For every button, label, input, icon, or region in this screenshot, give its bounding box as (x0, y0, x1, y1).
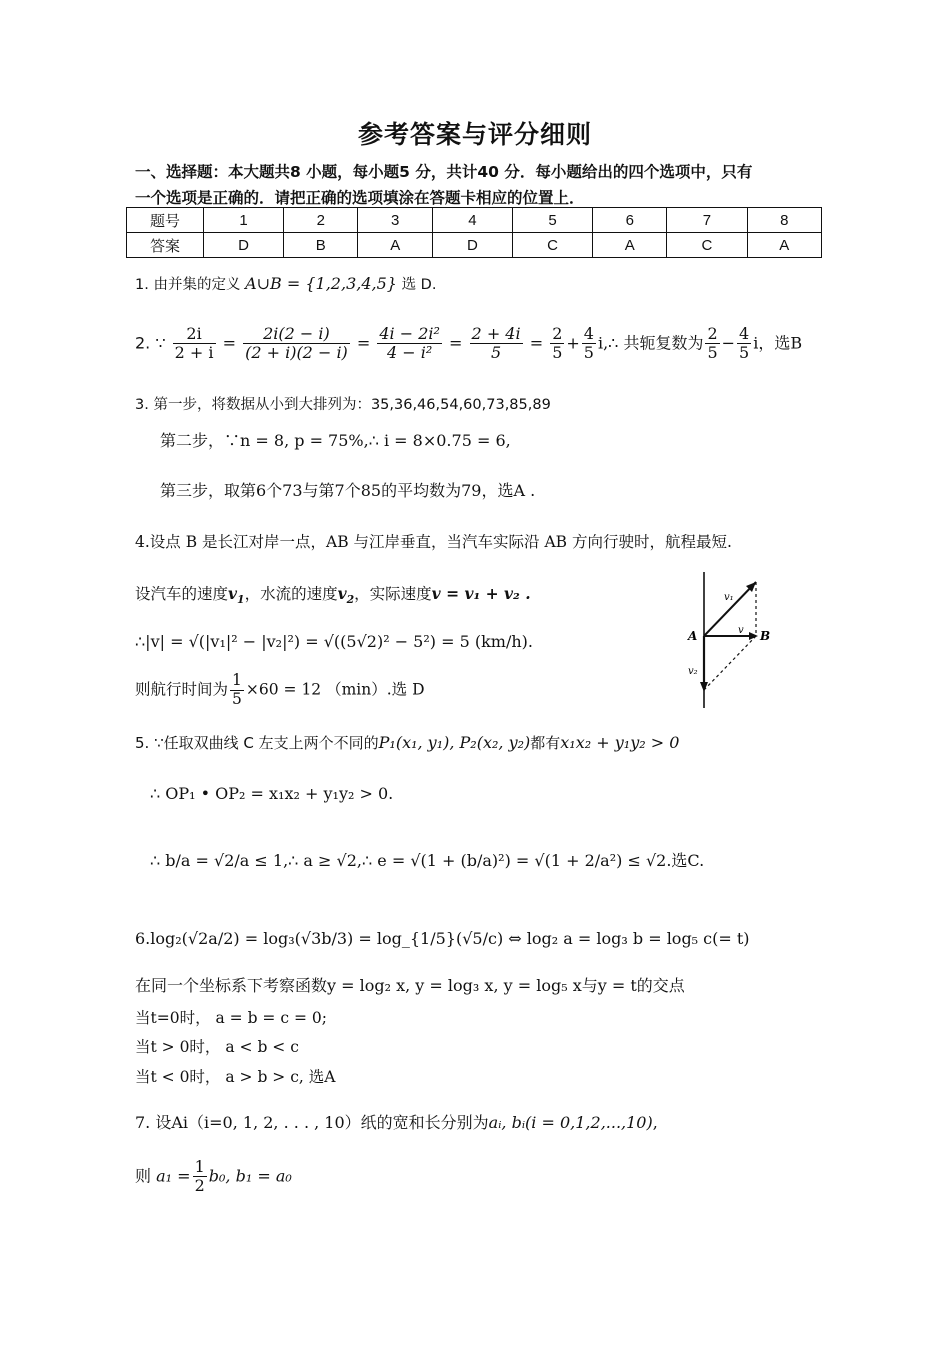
table-cell: A (358, 233, 432, 258)
q2-fraction: $\frac{2}{5}$ (552, 324, 563, 363)
q7-line1 (135, 1110, 658, 1133)
q7-fraction: $\frac{1}{2}$ (194, 1157, 205, 1196)
q7-text: , (652, 1113, 658, 1132)
table-cell: D (432, 233, 512, 258)
table-cell: 6 (593, 208, 667, 233)
answer-table-number-row (127, 208, 822, 233)
q4-line3: ∴|v| = √(|v₁|² − |v₂|²) = √((5√2)² − 5²) = 5 (km/h). (135, 632, 533, 651)
label-v1: v₁ (724, 592, 734, 603)
table-cell: C (512, 233, 592, 258)
table-cell: 2 (284, 208, 358, 233)
table-header-number: 题号 (127, 208, 204, 233)
answer-table (126, 207, 822, 258)
vector-diagram (680, 570, 780, 710)
q2-minus: − (721, 333, 736, 353)
q2-label: 2. ∵ (135, 333, 166, 353)
table-header-answer: 答案 (127, 233, 204, 258)
table-cell: 1 (204, 208, 284, 233)
q2-fraction: $\frac{2 + 4i}{5}$ (471, 324, 521, 363)
section-heading-line1: 一、选择题：本大题共8 小题，每小题5 分，共计40 分．每小题给出的四个选项中，只有 (135, 163, 753, 181)
dashed-line (704, 636, 756, 690)
v1-arrow (704, 582, 756, 636)
q7-text: 7. 设Ai（i=0, 1, 2, . . . , 10）纸的宽和长分别为 (135, 1113, 489, 1132)
q2-tail: i，选B (753, 333, 803, 353)
q1-tail: 选 D. (401, 277, 437, 293)
q4-v1: $v_1$ (228, 584, 245, 607)
v-arrowhead (749, 632, 758, 640)
q7-formula: b₀, b₁ = a₀ (208, 1166, 292, 1186)
table-cell: A (747, 233, 822, 258)
q2-plus: + (566, 333, 580, 353)
q2-fraction: $\frac{4}{5}$ (739, 324, 750, 363)
q7-formula: a₁ = (156, 1166, 191, 1186)
q3-line1: 3. 第一步，将数据从小到大排列为：35,36,46,54,60,73,85,89 (135, 397, 551, 413)
table-cell: 8 (747, 208, 822, 233)
q5-line1 (135, 732, 679, 753)
q1-text: 1. 由并集的定义 (135, 277, 241, 293)
table-cell: 4 (432, 208, 512, 233)
q4-text: 则航行时间为 (135, 680, 229, 699)
q2-mid-text: i,∴ 共轭复数为 (597, 333, 704, 353)
q5-inequality: x₁x₂ + y₁y₂ > 0 (560, 733, 680, 752)
q5-line2: ∴ OP₁ • OP₂ = x₁x₂ + y₁y₂ > 0. (150, 784, 394, 803)
q6-line1: 6.log₂(√2a/2) = log₃(√3b/3) = log_{1/5}(√5/c) ⇔ log₂ a = log₃ b = log₅ c(= t) (135, 929, 750, 948)
table-cell: C (667, 233, 747, 258)
q5-text: 5. ∵任取双曲线 C 左支上两个不同的 (135, 734, 379, 752)
q4-line1: 4.设点 B 是长江对岸一点，AB 与江岸垂直，当汽车实际沿 AB 方向行驶时，航程最短. (135, 533, 732, 551)
q6-line3: 当t=0时， a = b = c = 0; (135, 1009, 327, 1027)
q4-line4 (135, 672, 425, 709)
section-heading-line2: 一个选项是正确的．请把正确的选项填涂在答题卡相应的位置上． (135, 189, 585, 207)
q4-fraction: $\frac{1}{5}$ (232, 671, 242, 708)
label-B: B (760, 629, 771, 643)
q4-velocity-sum: v = v₁ + v₂ . (431, 584, 531, 603)
q4-text: ，实际速度 (354, 585, 432, 603)
q2-line: 2. ∵ $\frac{2i}{2 + i}$ = $\frac{2i(2 - i)}{(2 + i)(2 - i)}$ = $\frac{\text{4i − 2i²}}{\text{4 − i²}}$ = $\frac{2 + 4i}{5}$ = $\frac{2}{5}$ + $\frac{4}{5}$ i,∴ 共轭复数为 $\frac{2}{5}$ − $\frac{4}{5}$ i，选B (135, 324, 803, 363)
q4-v2: $v_2$ (337, 584, 355, 607)
table-cell: 5 (512, 208, 592, 233)
q2-fraction: $\frac{\text{4i − 2i²}}{\text{4 − i²}}$ (379, 324, 440, 363)
q4-line2 (135, 582, 531, 606)
q5-line3: ∴ b/a = √2/a ≤ 1,∴ a ≥ √2,∴ e = √(1 + (b/a)²) = √(1 + 2/a²) ≤ √2.选C. (150, 851, 705, 870)
v2-arrowhead (700, 682, 708, 692)
q6-line4: 当t > 0时， a < b < c (135, 1038, 299, 1056)
q6-line2: 在同一个坐标系下考察函数y = log₂ x, y = log₃ x, y = log₅ x与y = t的交点 (135, 976, 685, 995)
q7-line2 (135, 1158, 292, 1196)
q5-points: P₁(x₁, y₁), P₂(x₂, y₂) (378, 733, 531, 752)
table-cell: 7 (667, 208, 747, 233)
table-cell: B (284, 233, 358, 258)
table-cell: 3 (358, 208, 432, 233)
table-cell: A (593, 233, 667, 258)
label-A: A (688, 629, 698, 643)
q2-fraction: $\frac{2i}{2 + i}$ (174, 324, 214, 363)
q1-formula: A∪B = {1,2,3,4,5} (245, 274, 397, 293)
label-v2: v₂ (688, 666, 698, 677)
q1-line (135, 273, 436, 294)
q2-fraction: $\frac{2i(2 - i)}{(2 + i)(2 - i)}$ (245, 324, 348, 363)
q5-text: 都有 (530, 734, 561, 752)
q4-text: ×60 = 12 （min）.选 D (245, 680, 425, 699)
q3-line3: 第三步，取第6个73与第7个85的平均数为79，选A . (160, 481, 536, 500)
q7-formula: aᵢ, bᵢ(i = 0,1,2,...,10) (488, 1113, 653, 1132)
q3-line2: 第二步，∵n = 8, p = 75%,∴ i = 8×0.75 = 6, (160, 431, 511, 450)
q6-line5: 当t < 0时， a > b > c, 选A (135, 1068, 336, 1086)
table-cell: D (204, 233, 284, 258)
q4-text: 设汽车的速度 (135, 585, 229, 603)
q7-text: 则 (135, 1166, 152, 1186)
q2-fraction: $\frac{2}{5}$ (707, 324, 718, 363)
q4-text: ，水流的速度 (244, 585, 338, 603)
label-v: v (738, 625, 744, 636)
q2-fraction: $\frac{4}{5}$ (583, 324, 594, 363)
page-title: 参考答案与评分细则 (357, 120, 592, 149)
answer-table-answer-row (127, 233, 822, 258)
